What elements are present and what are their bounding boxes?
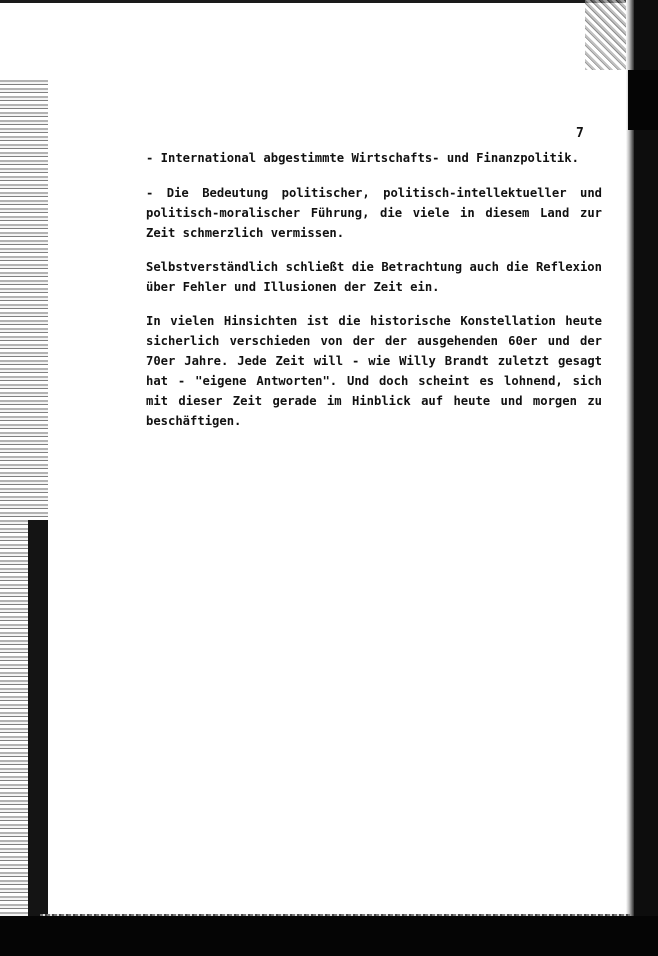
text-line: mit dieser Zeit gerade im Hinblick auf heute und morgen zu [146,394,602,408]
scan-right-shadow [628,70,658,130]
paragraph-constellation [146,311,602,431]
page-number: 7 [576,126,584,141]
text-line: über Fehler und Illusionen der Zeit ein. [146,280,440,294]
text-line: - Die Bedeutung politischer, politisch-intellektueller und [146,186,602,200]
text-line: - International abgestimmte Wirtschafts- und Finanzpolitik. [146,151,579,165]
text-line: Selbstverständlich schließt die Betrachtung auch die Reflexion [146,260,602,274]
scan-corner-noise [585,0,627,70]
scan-left-dark-strip [28,520,48,920]
scan-top-edge [0,0,658,3]
paragraph-reflection [146,257,602,297]
document-body [146,148,602,445]
text-line: politisch-moralischer Führung, die viele in diesem Land zur [146,206,602,220]
text-line: Zeit schmerzlich vermissen. [146,226,345,240]
text-line: 70er Jahre. Jede Zeit will - wie Willy Brandt zuletzt gesagt [146,354,602,368]
paragraph-bullet-leadership [146,183,602,243]
text-line: In vielen Hinsichten ist die historische Konstellation heute [146,314,602,328]
text-line: hat - "eigene Antworten". Und doch scheint es lohnend, sich [146,374,602,388]
scan-right-border [634,0,658,956]
text-line: beschäftigen. [146,414,242,428]
scan-right-gradient [626,0,634,956]
paragraph-bullet-finance [146,148,602,168]
scan-bottom-border [0,916,658,956]
text-line: sicherlich verschieden von der der ausgehenden 60er und der [146,334,602,348]
